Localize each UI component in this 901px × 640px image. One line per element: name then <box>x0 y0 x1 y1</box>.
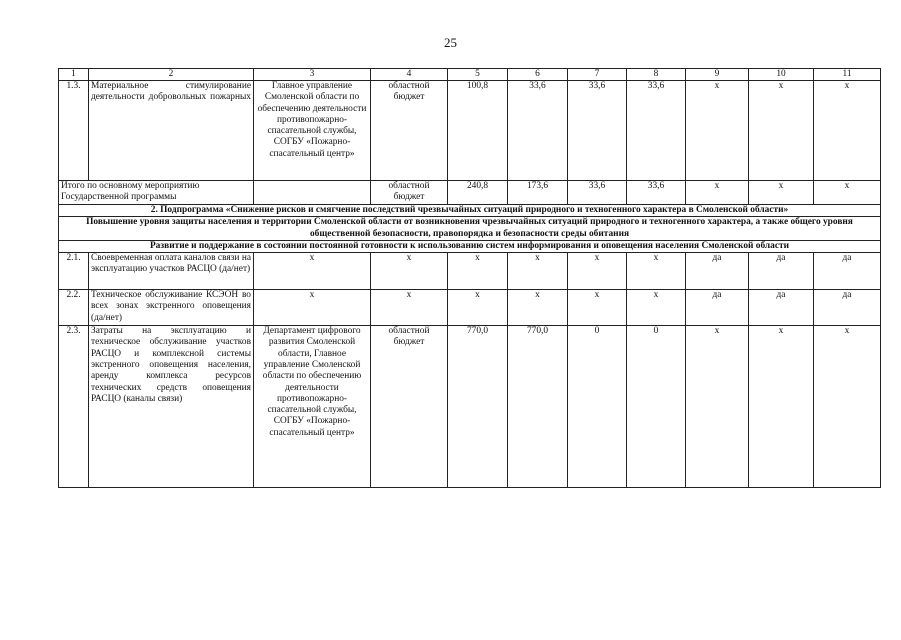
executor: Главное управление Смоленской области по обеспечению деятельности противопожарно-спасательной службы, СОГБУ «Пожарно-спасательный центр» <box>254 81 371 181</box>
value-cell: 33,6 <box>568 81 627 181</box>
column-number: 10 <box>749 69 814 81</box>
table-row <box>59 253 881 290</box>
measure-name: Техническое обслуживание КСЭОН во всех зонах экстренного оповещения (да/нет) <box>89 290 254 326</box>
value-cell: х <box>627 253 686 290</box>
funding-source: областной бюджет <box>371 181 448 205</box>
value-cell: х <box>749 326 814 488</box>
column-number: 6 <box>508 69 568 81</box>
table-row <box>59 326 881 488</box>
total-label: Итого по основному мероприятию Государственной программы <box>59 181 254 205</box>
column-numbers-row <box>59 69 881 81</box>
value-cell: 770,0 <box>448 326 508 488</box>
row-number: 1.3. <box>59 81 89 181</box>
value-cell: х <box>568 253 627 290</box>
value-cell: х <box>814 181 881 205</box>
column-number: 3 <box>254 69 371 81</box>
column-number: 4 <box>371 69 448 81</box>
value-cell: х <box>686 81 749 181</box>
funding-source: х <box>371 290 448 326</box>
page-number: 25 <box>444 35 457 50</box>
value-cell: 33,6 <box>568 181 627 205</box>
value-cell: 0 <box>627 326 686 488</box>
value-cell: х <box>508 290 568 326</box>
column-number: 9 <box>686 69 749 81</box>
task-row <box>59 240 881 252</box>
value-cell: х <box>814 326 881 488</box>
value-cell: х <box>508 253 568 290</box>
row-number: 2.3. <box>59 326 89 488</box>
goal-title: Повышение уровня защиты населения и территории Смоленской области от возникновения чрезвычайных ситуаций природного и техногенного характера, а также общего уровня общественной безопасности, правопорядка и безопасности среды обитания <box>59 217 881 241</box>
column-number: 7 <box>568 69 627 81</box>
executor: х <box>254 290 371 326</box>
value-cell: х <box>686 326 749 488</box>
value-cell: х <box>627 290 686 326</box>
value-cell: 0 <box>568 326 627 488</box>
value-cell: 770,0 <box>508 326 568 488</box>
task-title: Развитие и поддержание в состоянии постоянной готовности к использованию систем информирования и оповещения населения Смоленской области <box>59 240 881 252</box>
value-cell: 240,8 <box>448 181 508 205</box>
value-cell: 100,8 <box>448 81 508 181</box>
program-table <box>58 68 881 488</box>
column-number: 1 <box>59 69 89 81</box>
subprogram-row <box>59 205 881 217</box>
executor: Департамент цифрового развития Смоленской области, Главное управление Смоленской области по обеспечению деятельности противопожарно-спасательной службы, СОГБУ «Пожарно-спасательный центр» <box>254 326 371 488</box>
row-number: 2.2. <box>59 290 89 326</box>
value-cell: да <box>814 253 881 290</box>
measure-name: Своевременная оплата каналов связи на эксплуатацию участков РАСЦО (да/нет) <box>89 253 254 290</box>
value-cell: х <box>814 81 881 181</box>
value-cell: 33,6 <box>627 181 686 205</box>
goal-row <box>59 217 881 241</box>
column-number: 5 <box>448 69 508 81</box>
column-number: 8 <box>627 69 686 81</box>
subprogram-title: 2. Подпрограмма «Снижение рисков и смягчение последствий чрезвычайных ситуаций природного и техногенного характера в Смоленской области» <box>59 205 881 217</box>
value-cell: х <box>448 290 508 326</box>
column-number: 2 <box>89 69 254 81</box>
funding-source: областной бюджет <box>371 326 448 488</box>
value-cell: да <box>814 290 881 326</box>
measure-name: Затраты на эксплуатацию и техническое обслуживание участков РАСЦО и комплексной системы экстренного оповещения населения, аренду комплекса ресурсов технических средств оповещения РАСЦО (каналы связи) <box>89 326 254 488</box>
value-cell: 173,6 <box>508 181 568 205</box>
value-cell: х <box>749 181 814 205</box>
value-cell: да <box>749 290 814 326</box>
value-cell: х <box>686 181 749 205</box>
value-cell: х <box>448 253 508 290</box>
value-cell: да <box>686 290 749 326</box>
row-number: 2.1. <box>59 253 89 290</box>
column-number: 11 <box>814 69 881 81</box>
executor <box>254 181 371 205</box>
value-cell: х <box>568 290 627 326</box>
total-row <box>59 181 881 205</box>
value-cell: да <box>686 253 749 290</box>
funding-source: х <box>371 253 448 290</box>
table-row <box>59 81 881 181</box>
value-cell: да <box>749 253 814 290</box>
table-row <box>59 290 881 326</box>
measure-name: Материальное стимулирование деятельности добровольных пожарных <box>89 81 254 181</box>
funding-source: областной бюджет <box>371 81 448 181</box>
executor: х <box>254 253 371 290</box>
value-cell: 33,6 <box>508 81 568 181</box>
value-cell: 33,6 <box>627 81 686 181</box>
value-cell: х <box>749 81 814 181</box>
